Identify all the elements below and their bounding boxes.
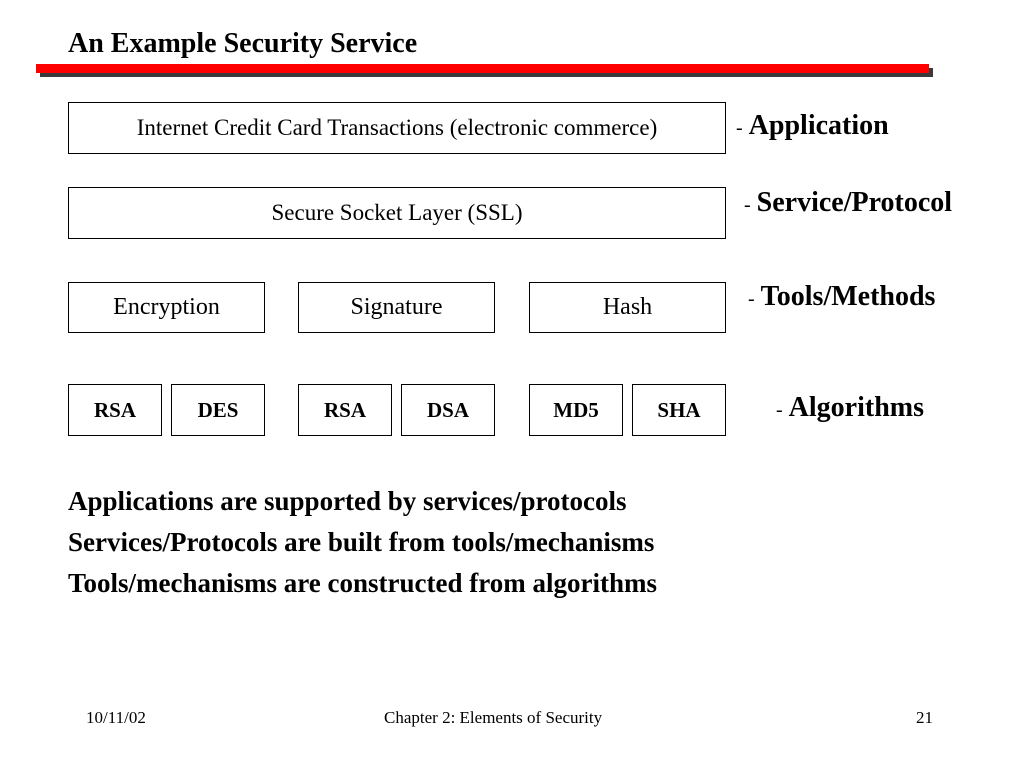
algo-box-text: RSA	[323, 397, 366, 422]
tools-dash: -	[748, 288, 755, 310]
footer-chapter: Chapter 2: Elements of Security	[384, 708, 603, 727]
tools-label	[748, 279, 935, 317]
statement-2: Services/Protocols are built from tools/mechanisms	[68, 527, 655, 557]
algorithms-label	[776, 390, 924, 428]
algo-box-sha	[632, 384, 726, 436]
service-box	[68, 187, 726, 239]
service-label	[744, 185, 952, 223]
algo-box-des	[171, 384, 265, 436]
algo-box-text: SHA	[657, 397, 701, 422]
service-dash: -	[744, 194, 751, 216]
application-dash: -	[736, 117, 743, 139]
title-rule	[36, 64, 929, 73]
algo-box-text: DES	[197, 397, 239, 422]
tool-box-text: Signature	[350, 294, 443, 320]
service-box-text: Secure Socket Layer (SSL)	[271, 200, 523, 225]
statement-1: Applications are supported by services/protocols	[68, 486, 627, 516]
algo-box-rsa-encryption	[68, 384, 162, 436]
footer-page-number: 21	[916, 708, 933, 727]
footer-date: 10/11/02	[86, 708, 146, 727]
algo-box-text: DSA	[426, 397, 469, 422]
tool-box-text: Hash	[602, 294, 653, 320]
algo-box-dsa	[401, 384, 495, 436]
application-label	[736, 108, 889, 146]
application-box-text: Internet Credit Card Transactions (electronic commerce)	[136, 115, 658, 140]
application-label-text: Application	[748, 110, 889, 141]
tool-box-signature	[298, 282, 495, 333]
slide-title: An Example Security Service	[68, 28, 418, 59]
algorithms-label-text: Algorithms	[788, 392, 924, 423]
tools-label-text: Tools/Methods	[760, 281, 936, 312]
statement-3: Tools/mechanisms are constructed from algorithms	[68, 568, 657, 598]
algo-box-rsa-signature	[298, 384, 392, 436]
service-label-text: Service/Protocol	[756, 187, 953, 218]
algo-box-md5	[529, 384, 623, 436]
algorithms-dash: -	[776, 399, 783, 421]
application-box	[68, 102, 726, 154]
algo-box-text: RSA	[93, 397, 136, 422]
tool-box-encryption	[68, 282, 265, 333]
algo-box-text: MD5	[553, 397, 599, 422]
tool-box-text: Encryption	[113, 294, 220, 320]
tool-box-hash	[529, 282, 726, 333]
